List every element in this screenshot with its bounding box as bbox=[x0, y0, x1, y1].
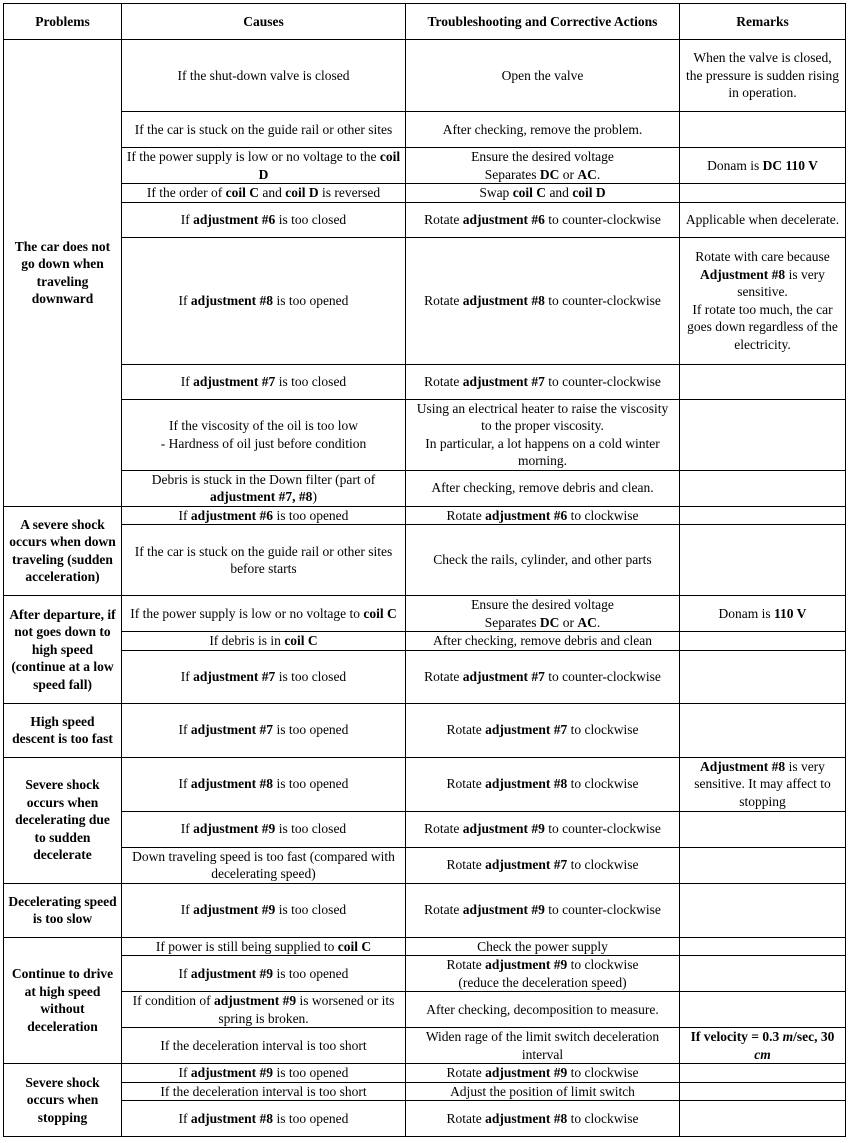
table-row bbox=[4, 506, 846, 525]
problem-cell: Continue to drive at high speed without deceleration bbox=[4, 937, 122, 1064]
remark-cell bbox=[680, 364, 846, 399]
cause-cell: If power is still being supplied to coil C bbox=[122, 937, 406, 956]
action-cell: Rotate adjustment #8 to counter-clockwise bbox=[406, 237, 680, 364]
action-cell: After checking, decomposition to measure. bbox=[406, 992, 680, 1028]
problem-cell: Decelerating speed is too slow bbox=[4, 883, 122, 937]
cause-cell: If adjustment #6 is too closed bbox=[122, 202, 406, 237]
action-cell: Check the rails, cylinder, and other parts bbox=[406, 525, 680, 596]
cause-cell: If the car is stuck on the guide rail or other sites bbox=[122, 112, 406, 148]
remark-cell bbox=[680, 525, 846, 596]
action-cell: Adjust the position of limit switch bbox=[406, 1082, 680, 1101]
table-body bbox=[4, 40, 846, 1137]
table-row bbox=[4, 1028, 846, 1064]
remark-cell bbox=[680, 1082, 846, 1101]
cause-cell: If adjustment #9 is too closed bbox=[122, 811, 406, 847]
table-row bbox=[4, 847, 846, 883]
remark-cell bbox=[680, 883, 846, 937]
table-row bbox=[4, 202, 846, 237]
cause-cell: If the viscosity of the oil is too low - Hardness of oil just before condition bbox=[122, 399, 406, 470]
problem-cell: High speed descent is too fast bbox=[4, 703, 122, 757]
table-row bbox=[4, 1082, 846, 1101]
action-cell: Using an electrical heater to raise the viscosity to the proper viscosity. In particular, a lot happens on a cold winter morning. bbox=[406, 399, 680, 470]
action-cell: Rotate adjustment #9 to counter-clockwise bbox=[406, 883, 680, 937]
action-cell: After checking, remove debris and clean bbox=[406, 632, 680, 651]
header-row bbox=[4, 4, 846, 40]
action-cell: Check the power supply bbox=[406, 937, 680, 956]
cause-cell: If the shut-down valve is closed bbox=[122, 40, 406, 112]
cause-cell: If adjustment #8 is too opened bbox=[122, 757, 406, 811]
remark-cell bbox=[680, 1064, 846, 1083]
action-cell: Rotate adjustment #9 to clockwise (reduce the deceleration speed) bbox=[406, 956, 680, 992]
cause-cell: If the power supply is low or no voltage to the coil D bbox=[122, 148, 406, 184]
cause-cell: If adjustment #9 is too opened bbox=[122, 1064, 406, 1083]
remark-cell: Applicable when decelerate. bbox=[680, 202, 846, 237]
action-cell: Rotate adjustment #6 to counter-clockwise bbox=[406, 202, 680, 237]
header-remarks: Remarks bbox=[680, 4, 846, 40]
table-row bbox=[4, 956, 846, 992]
action-cell: Ensure the desired voltage Separates DC or AC. bbox=[406, 596, 680, 632]
table-row bbox=[4, 596, 846, 632]
table-row bbox=[4, 40, 846, 112]
cause-cell: If debris is in coil C bbox=[122, 632, 406, 651]
table-row bbox=[4, 237, 846, 364]
table-row bbox=[4, 632, 846, 651]
remark-cell bbox=[680, 399, 846, 470]
table-row bbox=[4, 757, 846, 811]
problem-cell: After departure, if not goes down to high speed (continue at a low speed fall) bbox=[4, 596, 122, 704]
table-row bbox=[4, 525, 846, 596]
cause-cell: If adjustment #7 is too closed bbox=[122, 650, 406, 703]
remark-cell bbox=[680, 470, 846, 506]
remark-cell: Donam is DC 110 V bbox=[680, 148, 846, 184]
cause-cell: If adjustment #9 is too closed bbox=[122, 883, 406, 937]
remark-cell bbox=[680, 184, 846, 203]
remark-cell bbox=[680, 992, 846, 1028]
remark-cell bbox=[680, 847, 846, 883]
action-cell: Rotate adjustment #7 to counter-clockwise bbox=[406, 650, 680, 703]
remark-cell bbox=[680, 703, 846, 757]
table-row bbox=[4, 184, 846, 203]
action-cell: After checking, remove the problem. bbox=[406, 112, 680, 148]
action-cell: Rotate adjustment #7 to counter-clockwise bbox=[406, 364, 680, 399]
remark-cell bbox=[680, 811, 846, 847]
action-cell: Rotate adjustment #9 to counter-clockwise bbox=[406, 811, 680, 847]
table-row bbox=[4, 399, 846, 470]
header-problems: Problems bbox=[4, 4, 122, 40]
table-row bbox=[4, 364, 846, 399]
remark-cell bbox=[680, 937, 846, 956]
action-cell: Open the valve bbox=[406, 40, 680, 112]
remark-cell: Rotate with care because Adjustment #8 is very sensitive. If rotate too much, the car goes down regardless of the electricity. bbox=[680, 237, 846, 364]
table-row bbox=[4, 703, 846, 757]
cause-cell: If condition of adjustment #9 is worsened or its spring is broken. bbox=[122, 992, 406, 1028]
cause-cell: If adjustment #9 is too opened bbox=[122, 956, 406, 992]
action-cell: Swap coil C and coil D bbox=[406, 184, 680, 203]
problem-cell: Severe shock occurs when stopping bbox=[4, 1064, 122, 1137]
remark-cell bbox=[680, 632, 846, 651]
remark-cell: When the valve is closed, the pressure is sudden rising in operation. bbox=[680, 40, 846, 112]
header-actions: Troubleshooting and Corrective Actions bbox=[406, 4, 680, 40]
table-row bbox=[4, 937, 846, 956]
action-cell: Rotate adjustment #7 to clockwise bbox=[406, 847, 680, 883]
header-causes: Causes bbox=[122, 4, 406, 40]
action-cell: Rotate adjustment #6 to clockwise bbox=[406, 506, 680, 525]
table-row bbox=[4, 992, 846, 1028]
cause-cell: If the deceleration interval is too short bbox=[122, 1082, 406, 1101]
cause-cell: If the car is stuck on the guide rail or other sites before starts bbox=[122, 525, 406, 596]
table-row bbox=[4, 883, 846, 937]
cause-cell: If adjustment #8 is too opened bbox=[122, 237, 406, 364]
cause-cell: If the order of coil C and coil D is reversed bbox=[122, 184, 406, 203]
remark-cell: Adjustment #8 is very sensitive. It may affect to stopping bbox=[680, 757, 846, 811]
cause-cell: If the deceleration interval is too short bbox=[122, 1028, 406, 1064]
cause-cell: Down traveling speed is too fast (compared with decelerating speed) bbox=[122, 847, 406, 883]
remark-cell bbox=[680, 956, 846, 992]
remark-cell: Donam is 110 V bbox=[680, 596, 846, 632]
action-cell: Rotate adjustment #9 to clockwise bbox=[406, 1064, 680, 1083]
table-row bbox=[4, 148, 846, 184]
cause-cell: If adjustment #7 is too closed bbox=[122, 364, 406, 399]
remark-cell bbox=[680, 1101, 846, 1137]
remark-cell: If velocity = 0.3 m/sec, 30 cm bbox=[680, 1028, 846, 1064]
cause-cell: If adjustment #6 is too opened bbox=[122, 506, 406, 525]
problem-cell: The car does not go down when traveling downward bbox=[4, 40, 122, 507]
troubleshooting-table bbox=[3, 3, 846, 1137]
table-row bbox=[4, 1101, 846, 1137]
table-row bbox=[4, 650, 846, 703]
remark-cell bbox=[680, 112, 846, 148]
table-row bbox=[4, 112, 846, 148]
cause-cell: Debris is stuck in the Down filter (part of adjustment #7, #8) bbox=[122, 470, 406, 506]
problem-cell: Severe shock occurs when decelerating due to sudden decelerate bbox=[4, 757, 122, 883]
cause-cell: If the power supply is low or no voltage to coil C bbox=[122, 596, 406, 632]
problem-cell: A severe shock occurs when down traveling (sudden acceleration) bbox=[4, 506, 122, 596]
action-cell: Ensure the desired voltage Separates DC or AC. bbox=[406, 148, 680, 184]
remark-cell bbox=[680, 506, 846, 525]
action-cell: After checking, remove debris and clean. bbox=[406, 470, 680, 506]
action-cell: Rotate adjustment #8 to clockwise bbox=[406, 1101, 680, 1137]
action-cell: Widen rage of the limit switch deceleration interval bbox=[406, 1028, 680, 1064]
table-row bbox=[4, 811, 846, 847]
cause-cell: If adjustment #8 is too opened bbox=[122, 1101, 406, 1137]
remark-cell bbox=[680, 650, 846, 703]
table-row bbox=[4, 470, 846, 506]
action-cell: Rotate adjustment #8 to clockwise bbox=[406, 757, 680, 811]
cause-cell: If adjustment #7 is too opened bbox=[122, 703, 406, 757]
action-cell: Rotate adjustment #7 to clockwise bbox=[406, 703, 680, 757]
table-row bbox=[4, 1064, 846, 1083]
